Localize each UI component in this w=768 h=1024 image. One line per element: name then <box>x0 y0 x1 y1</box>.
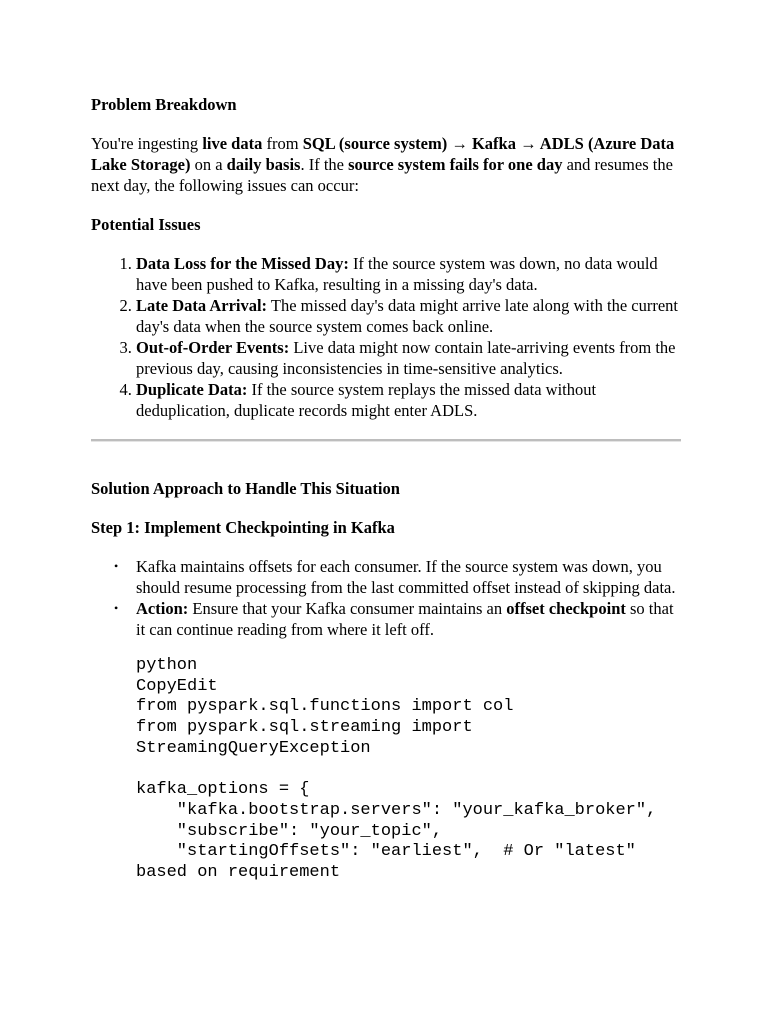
issue-text: If the source system replays the missed data without deduplication, duplicate records might enter ADLS. <box>136 380 597 420</box>
issue-title: Late Data Arrival: <box>136 296 268 315</box>
intro-text-1: You're ingesting <box>91 134 203 153</box>
intro-text-2: from <box>262 134 303 153</box>
code-line: based on requirement <box>136 863 341 883</box>
bullet-item <box>114 556 681 598</box>
intro-text-5: and resumes the next day, the following issues can occur: <box>91 155 673 195</box>
document-page <box>91 94 681 884</box>
intro-bold-pipeline: SQL (source system) → Kafka → ADLS (Azure Data Lake Storage) <box>91 134 675 174</box>
code-line: kafka_options = { <box>136 780 310 800</box>
intro-bold-daily-basis: daily basis <box>226 155 301 174</box>
step1-heading: Step 1: Implement Checkpointing in Kafka <box>91 518 395 537</box>
code-line: CopyEdit <box>136 676 218 696</box>
issue-title: Data Loss for the Missed Day: <box>136 254 349 273</box>
intro-text-3: on a <box>190 155 227 174</box>
issue-item <box>136 253 681 295</box>
code-line: "kafka.bootstrap.servers": "your_kafka_broker", <box>136 800 657 820</box>
action-bold-offset-checkpoint: offset checkpoint <box>506 599 626 618</box>
intro-bold-source-fails: source system fails for one day <box>348 155 563 174</box>
code-line: StreamingQueryException <box>136 738 371 758</box>
solution-approach-heading: Solution Approach to Handle This Situation <box>91 479 400 498</box>
action-text-1: Ensure that your Kafka consumer maintains an <box>188 599 507 618</box>
issue-text: If the source system was down, no data would have been pushed to Kafka, resulting in a missing day's data. <box>136 254 658 294</box>
intro-bold-live-data: live data <box>202 134 263 153</box>
code-block <box>136 656 681 884</box>
code-line: from pyspark.sql.streaming import <box>136 718 473 738</box>
issue-item <box>136 337 681 379</box>
code-line: from pyspark.sql.functions import col <box>136 697 514 717</box>
intro-text-4: . If the <box>300 155 349 174</box>
code-line: "subscribe": "your_topic", <box>136 821 443 841</box>
bullet-dot-icon: • <box>114 601 119 615</box>
issues-list <box>91 253 681 421</box>
bullet-item <box>114 598 681 640</box>
potential-issues-heading: Potential Issues <box>91 215 201 234</box>
bullet-dot-icon: • <box>114 559 119 573</box>
issue-item <box>136 379 681 421</box>
issue-text: Live data might now contain late-arriving events from the previous day, causing inconsistencies in time-sensitive analytics. <box>136 338 676 378</box>
issue-text: The missed day's data might arrive late along with the current day's data when the source system comes back online. <box>136 296 678 336</box>
issue-item <box>136 295 681 337</box>
issue-title: Out-of-Order Events: <box>136 338 290 357</box>
section-divider <box>91 439 681 442</box>
code-line: "startingOffsets": "earliest", # Or "latest" <box>136 842 636 862</box>
action-label: Action: <box>136 599 189 618</box>
issue-title: Duplicate Data: <box>136 380 248 399</box>
code-line: python <box>136 656 198 675</box>
bullet-text: Kafka maintains offsets for each consumer. If the source system was down, you should resume processing from the last committed offset instead of skipping data. <box>136 557 676 597</box>
action-text-2: so that it can continue reading from where it left off. <box>136 599 674 639</box>
problem-breakdown-heading: Problem Breakdown <box>91 95 237 114</box>
problem-intro-paragraph <box>91 133 681 196</box>
step1-bullet-list <box>91 556 681 640</box>
